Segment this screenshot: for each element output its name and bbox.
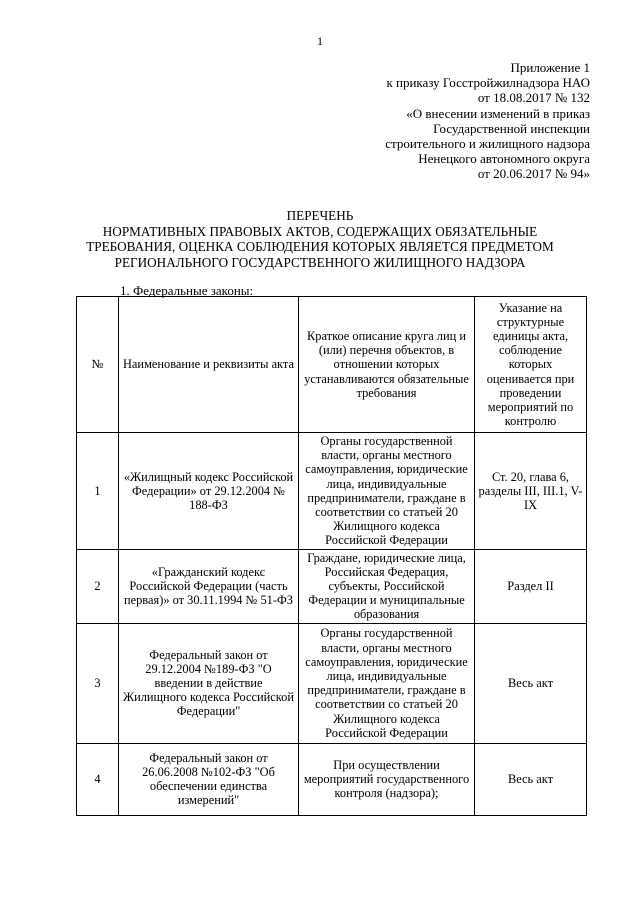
table-row xyxy=(77,433,587,550)
appendix-line: от 20.06.2017 № 94» xyxy=(477,166,590,182)
header-name: Наименование и реквизиты акта xyxy=(119,297,299,433)
row-name: Федеральный закон от 26.06.2008 №102-ФЗ "Об обеспечении единства измерений" xyxy=(119,743,299,815)
header-num: № xyxy=(77,297,119,433)
document-title xyxy=(40,208,600,270)
row-scope: При осуществлении мероприятий государственного контроля (надзора); xyxy=(299,743,475,815)
table-row xyxy=(77,743,587,815)
row-num: 4 xyxy=(77,743,119,815)
appendix-line: «О внесении изменений в приказ xyxy=(406,105,590,121)
appendix-line: Приложение 1 xyxy=(510,60,590,75)
row-num: 1 xyxy=(77,433,119,550)
header-units: Указание на структурные единицы акта, соблюдение которых оценивается при проведении мероприятий по контролю xyxy=(475,297,587,433)
section-label: 1. Федеральные законы: xyxy=(120,283,254,298)
row-num: 2 xyxy=(77,549,119,623)
table-header-row xyxy=(77,297,587,433)
title-line: ТРЕБОВАНИЯ, ОЦЕНКА СОБЛЮДЕНИЯ КОТОРЫХ ЯВЛЯЕТСЯ ПРЕДМЕТОМ xyxy=(86,239,554,255)
appendix-line: строительного и жилищного надзора xyxy=(385,136,590,152)
title-line: НОРМАТИВНЫХ ПРАВОВЫХ АКТОВ, СОДЕРЖАЩИХ ОБЯЗАТЕЛЬНЫЕ xyxy=(102,223,538,239)
acts-table xyxy=(76,296,587,816)
row-scope: Органы государственной власти, органы местного самоуправления, юридические лица, индивидуальные предприниматели, граждане в соответствии со статьей 20 Жилищного кодекса Российской Федерации xyxy=(299,433,475,550)
row-name: «Жилищный кодекс Российской Федерации» от 29.12.2004 № 188-ФЗ xyxy=(119,433,299,550)
row-units: Весь акт xyxy=(475,743,587,815)
header-scope: Краткое описание круга лиц и (или) перечня объектов, в отношении которых устанавливаются обязательные требования xyxy=(299,297,475,433)
row-num: 3 xyxy=(77,623,119,743)
row-name: «Гражданский кодекс Российской Федерации (часть первая)» от 30.11.1994 № 51-ФЗ xyxy=(119,549,299,623)
row-units: Весь акт xyxy=(475,623,587,743)
appendix-line: от 18.08.2017 № 132 xyxy=(477,90,590,106)
row-scope: Граждане, юридические лица, Российская Федерация, субъекты, Российской Федерации и муниципальные образования xyxy=(299,549,475,623)
table-row xyxy=(77,549,587,623)
appendix-line: Государственной инспекции xyxy=(433,120,590,136)
appendix-line: Ненецкого автономного округа xyxy=(418,151,590,167)
row-units: Раздел II xyxy=(475,549,587,623)
table-row xyxy=(77,623,587,743)
row-name: Федеральный закон от 29.12.2004 №189-ФЗ "О введении в действие Жилищного кодекса Российской Федерации" xyxy=(119,623,299,743)
appendix-block xyxy=(330,60,590,182)
title-line: РЕГИОНАЛЬНОГО ГОСУДАРСТВЕННОГО ЖИЛИЩНОГО НАДЗОРА xyxy=(114,254,526,270)
row-units: Ст. 20, глава 6, разделы III, III.1, V-IX xyxy=(475,433,587,550)
title-line: ПЕРЕЧЕНЬ xyxy=(286,208,354,223)
row-scope: Органы государственной власти, органы местного самоуправления, юридические лица, индивидуальные предприниматели, граждане в соответствии со статьей 20 Жилищного кодекса Российской Федерации xyxy=(299,623,475,743)
page-number: 1 xyxy=(317,34,323,48)
appendix-line: к приказу Госстройжилнадзора НАО xyxy=(386,75,590,91)
